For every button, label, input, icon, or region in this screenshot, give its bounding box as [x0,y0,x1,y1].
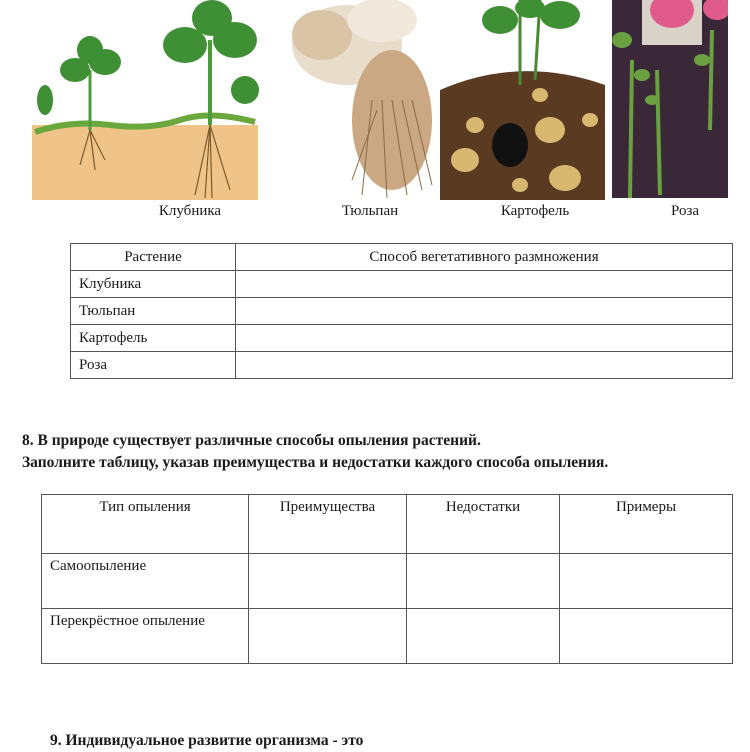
answer-cell[interactable] [560,609,733,664]
table-header-row [71,244,733,271]
answer-cell[interactable] [560,554,733,609]
row-label: Клубника [71,271,236,298]
header-plant: Растение [71,244,236,271]
table-row [71,271,733,298]
answer-cell[interactable] [407,609,560,664]
tulip-bulb-picture [272,0,435,200]
table-row [71,325,733,352]
table-header-row [42,495,733,554]
pollination-table [41,494,733,664]
question-8-line-2: Заполните таблицу, указав преимущества и недостатки каждого способа опыления. [22,454,609,471]
row-label: Перекрёстное опыление [42,609,249,664]
answer-cell[interactable] [236,271,733,298]
caption-potato: Картофель [500,203,570,219]
table-row [71,352,733,379]
question-8 [22,430,608,474]
header-examples: Примеры [560,495,733,554]
caption-tulip: Тюльпан [341,203,399,219]
answer-cell[interactable] [236,352,733,379]
table-row [42,609,733,664]
vegetative-reproduction-table [70,243,733,379]
strawberry-picture [30,0,260,200]
header-advantages: Преимущества [249,495,407,554]
header-type: Тип опыления [42,495,249,554]
header-disadvantages: Недостатки [407,495,560,554]
potato-picture [440,0,605,200]
answer-cell[interactable] [407,554,560,609]
answer-cell[interactable] [236,298,733,325]
row-label: Самоопыление [42,554,249,609]
rose-cutting-picture [612,0,728,198]
answer-cell[interactable] [249,609,407,664]
row-label: Тюльпан [71,298,236,325]
table-row [42,554,733,609]
caption-strawberry: Клубника [158,203,222,219]
table-row [71,298,733,325]
header-method: Способ вегетативного размножения [236,244,733,271]
question-9: 9. Индивидуальное развитие организма - это [50,732,364,749]
question-8-line-1: 8. В природе существует различные способы опыления растений. [22,432,481,449]
row-label: Картофель [71,325,236,352]
answer-cell[interactable] [249,554,407,609]
row-label: Роза [71,352,236,379]
caption-rose: Роза [670,203,700,219]
answer-cell[interactable] [236,325,733,352]
